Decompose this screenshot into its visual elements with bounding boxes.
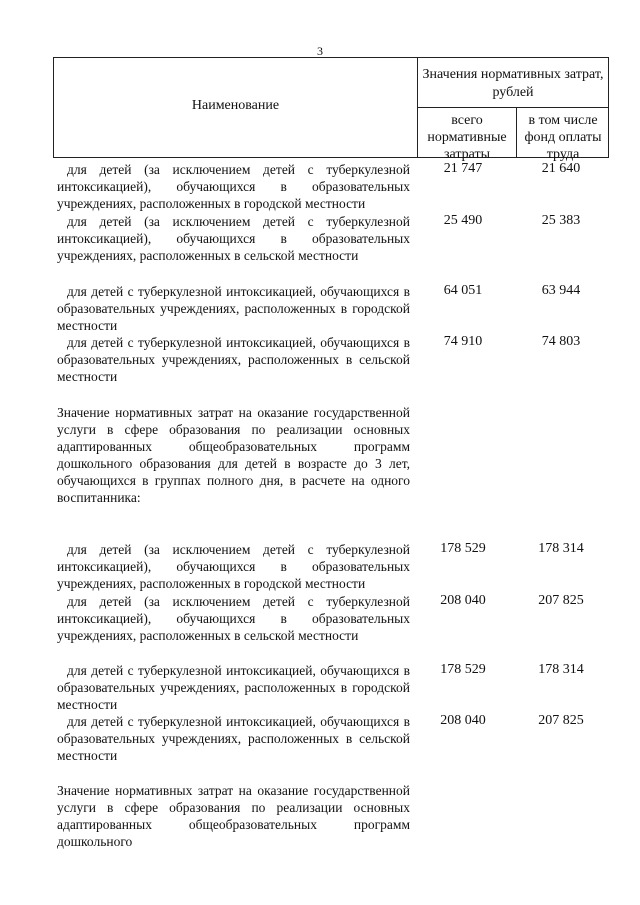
name-column-header: Наименование	[191, 98, 280, 113]
payroll-value: 178 314	[538, 541, 584, 556]
total-value: 25 490	[443, 213, 483, 228]
payroll-value: 207 825	[538, 593, 584, 608]
header-divider	[417, 107, 608, 108]
table-row-text: для детей с туберкулезной интоксикацией, обучающихся в образовательных учреждениях, расположенных в сельской местности	[57, 714, 410, 763]
payroll-value: 74 803	[541, 334, 581, 349]
table-row-text: для детей с туберкулезной интоксикацией, обучающихся в образовательных учреждениях, расположенных в городской местности	[57, 284, 410, 333]
total-column-header: всего нормативные затраты	[427, 113, 507, 162]
payroll-value: 63 944	[541, 283, 581, 298]
table-row-text: для детей с туберкулезной интоксикацией, обучающихся в образовательных учреждениях, расположенных в городской местности	[57, 663, 410, 712]
table-row-text: для детей (за исключением детей с туберкулезной интоксикацией), обучающихся в образовательных учреждениях, расположенных в городской местности	[57, 162, 410, 211]
total-value: 208 040	[440, 593, 486, 608]
page-number: 3	[317, 44, 323, 58]
section-heading: Значение нормативных затрат на оказание государственной услуги в сфере образования по реализации основных адаптированных общеобразовательных программ дошкольного образования для детей в возрасте до 3 лет, обучающихся в группах полного дня, в расчете на одного воспитанника:	[57, 405, 410, 505]
payroll-value: 178 314	[538, 662, 584, 677]
total-value: 74 910	[443, 334, 483, 349]
total-value: 64 051	[443, 283, 483, 298]
payroll-value: 21 640	[541, 161, 581, 176]
table-row-text: для детей с туберкулезной интоксикацией, обучающихся в образовательных учреждениях, расположенных в сельской местности	[57, 335, 410, 384]
total-value: 21 747	[443, 161, 483, 176]
payroll-column-header: в том числе фонд оплаты труда	[524, 113, 602, 162]
values-column-header: Значения нормативных затрат, рублей	[422, 67, 604, 100]
table-row-text: для детей (за исключением детей с туберкулезной интоксикацией), обучающихся в образовательных учреждениях, расположенных в городской местности	[57, 542, 410, 591]
table-row-text: для детей (за исключением детей с туберкулезной интоксикацией), обучающихся в образовательных учреждениях, расположенных в сельской местности	[57, 214, 410, 263]
table-row-text: для детей (за исключением детей с туберкулезной интоксикацией), обучающихся в образовательных учреждениях, расположенных в сельской местности	[57, 594, 410, 643]
total-value: 178 529	[440, 541, 486, 556]
payroll-value: 207 825	[538, 713, 584, 728]
section-heading: Значение нормативных затрат на оказание государственной услуги в сфере образования по реализации основных адаптированных общеобразовательных программ дошкольного	[57, 783, 410, 849]
payroll-value: 25 383	[541, 213, 581, 228]
table-header	[53, 57, 609, 162]
total-value: 208 040	[440, 713, 486, 728]
total-value: 178 529	[440, 662, 486, 677]
